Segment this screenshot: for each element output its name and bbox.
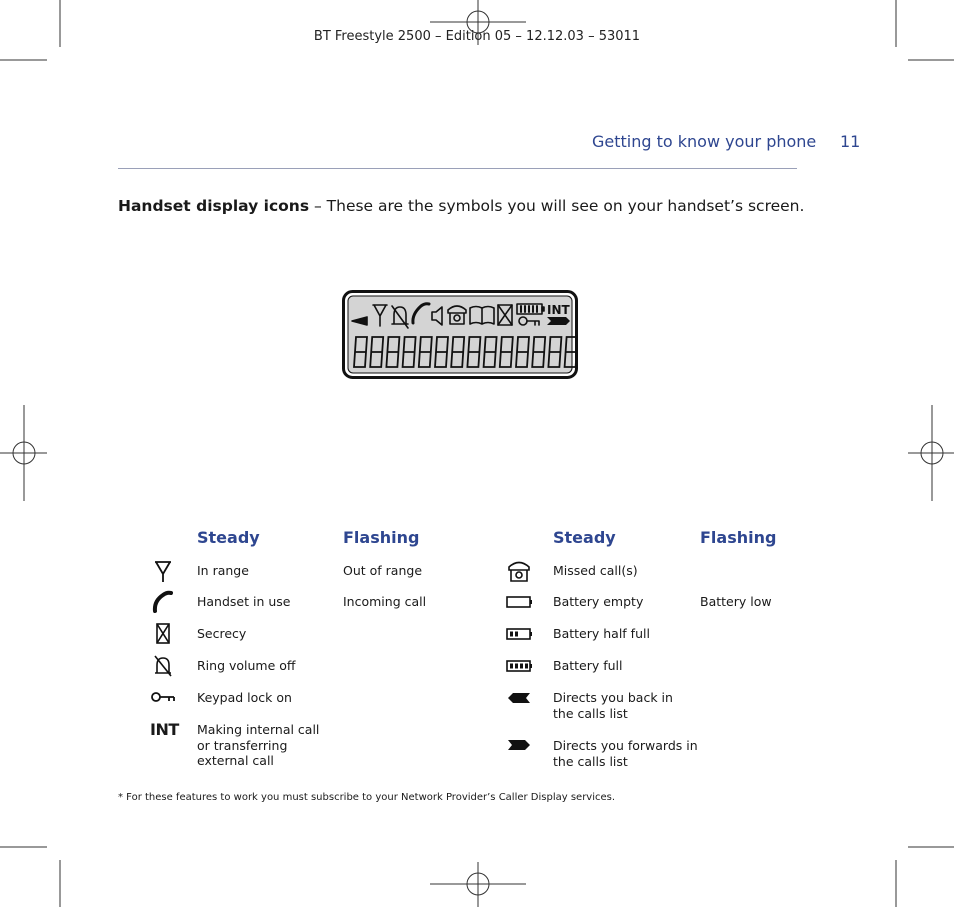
- right-row-3-steady: Battery half full: [553, 626, 650, 641]
- left-row-5-steady: Keypad lock on: [197, 690, 292, 705]
- left-row-6-steady: Making internal call or transferring external call: [197, 722, 320, 768]
- key-icon: [148, 686, 178, 710]
- missed-call-icon: [504, 559, 534, 583]
- secrecy-icon: [148, 622, 178, 646]
- handset-icon: [148, 590, 178, 614]
- battery-empty-icon: [504, 590, 534, 614]
- header-rule: [118, 168, 797, 169]
- col-head-left-flashing: Flashing: [343, 528, 420, 547]
- bell-off-icon: [148, 654, 178, 678]
- right-row-2-steady: Battery empty: [553, 594, 644, 609]
- left-row-4-steady: Ring volume off: [197, 658, 296, 673]
- battery-half-icon: [504, 622, 534, 646]
- arrow-back-icon: [504, 686, 534, 710]
- right-row-4-steady: Battery full: [553, 658, 623, 673]
- intro-paragraph: [118, 197, 804, 215]
- col-head-left-steady: Steady: [197, 528, 260, 547]
- battery-full-icon: [504, 654, 534, 678]
- right-row-1-steady: Missed call(s): [553, 563, 638, 578]
- int-icon: INT: [150, 720, 179, 739]
- running-head: Getting to know your phone: [592, 132, 817, 151]
- intro-heading: Handset display icons: [118, 197, 310, 215]
- right-row-6-steady: Directs you forwards in the calls list: [553, 738, 698, 769]
- right-row-2-flashing: Battery low: [700, 594, 772, 609]
- left-row-1-flashing: Out of range: [343, 563, 423, 578]
- arrow-forward-icon: [504, 733, 534, 757]
- page-number: 11: [840, 132, 861, 151]
- intro-text: – These are the symbols you will see on your handset’s screen.: [309, 197, 805, 215]
- left-row-3-steady: Secrecy: [197, 626, 247, 641]
- left-row-1-steady: In range: [197, 563, 249, 578]
- right-row-5-steady: Directs you back in the calls list: [553, 690, 673, 721]
- handset-display-illustration: [342, 290, 578, 379]
- col-head-right-flashing: Flashing: [700, 528, 777, 547]
- footnote: * For these features to work you must subscribe to your Network Provider’s Caller Display services.: [118, 792, 616, 803]
- col-head-right-steady: Steady: [553, 528, 616, 547]
- left-row-2-steady: Handset in use: [197, 594, 291, 609]
- left-row-2-flashing: Incoming call: [343, 594, 427, 609]
- antenna-icon: [148, 560, 178, 584]
- lcd-int-label: INT: [547, 303, 570, 317]
- job-line: BT Freestyle 2500 – Edition 05 – 12.12.03 – 53011: [313, 29, 641, 44]
